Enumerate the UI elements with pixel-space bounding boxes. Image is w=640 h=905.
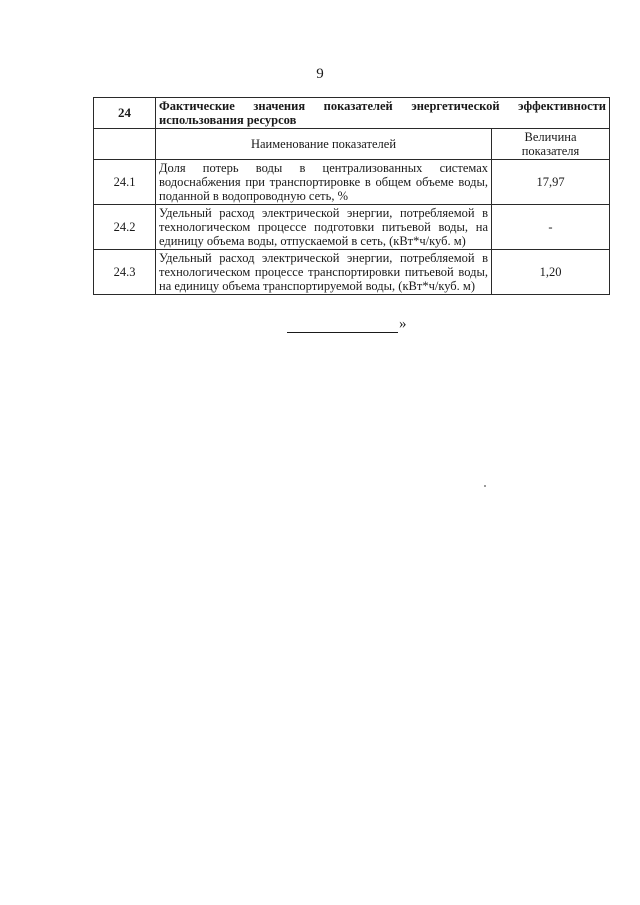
- indicators-table: [93, 97, 610, 295]
- closing-underline: [287, 320, 398, 333]
- row-number: 24.2: [94, 205, 156, 250]
- row-indicator-value: -: [492, 205, 610, 250]
- row-number: 24.3: [94, 250, 156, 295]
- row-indicator-name: Доля потерь воды в централизованных системах водоснабжения при транспортировке в общем объеме воды, поданной в водопроводную сеть, %: [156, 160, 492, 205]
- table-row: [94, 205, 610, 250]
- row-indicator-name: Удельный расход электрической энергии, потребляемой в технологическом процессе подготовки питьевой воды, на единицу объема воды, отпускаемой в сеть, (кВт*ч/куб. м): [156, 205, 492, 250]
- row-indicator-value: 17,97: [492, 160, 610, 205]
- closing-mark: [287, 316, 407, 333]
- row-indicator-value: 1,20: [492, 250, 610, 295]
- scan-speck: [484, 485, 486, 487]
- row-number: 24.1: [94, 160, 156, 205]
- column-header-row: [94, 129, 610, 160]
- page-number: 9: [316, 66, 324, 82]
- table-row: [94, 250, 610, 295]
- row-indicator-name: Удельный расход электрической энергии, потребляемой в технологическом процессе транспортировки питьевой воды, на единицу объема транспортируемой воды, (кВт*ч/куб. м): [156, 250, 492, 295]
- header-empty-cell: [94, 129, 156, 160]
- section-header-row: [94, 98, 610, 129]
- closing-quote: »: [399, 316, 407, 332]
- section-number: 24: [94, 98, 156, 129]
- section-title: Фактические значения показателей энергетической эффективности использования ресурсов: [156, 98, 610, 129]
- table-row: [94, 160, 610, 205]
- header-indicator-name: Наименование показателей: [156, 129, 492, 160]
- header-indicator-value: Величина показателя: [492, 129, 610, 160]
